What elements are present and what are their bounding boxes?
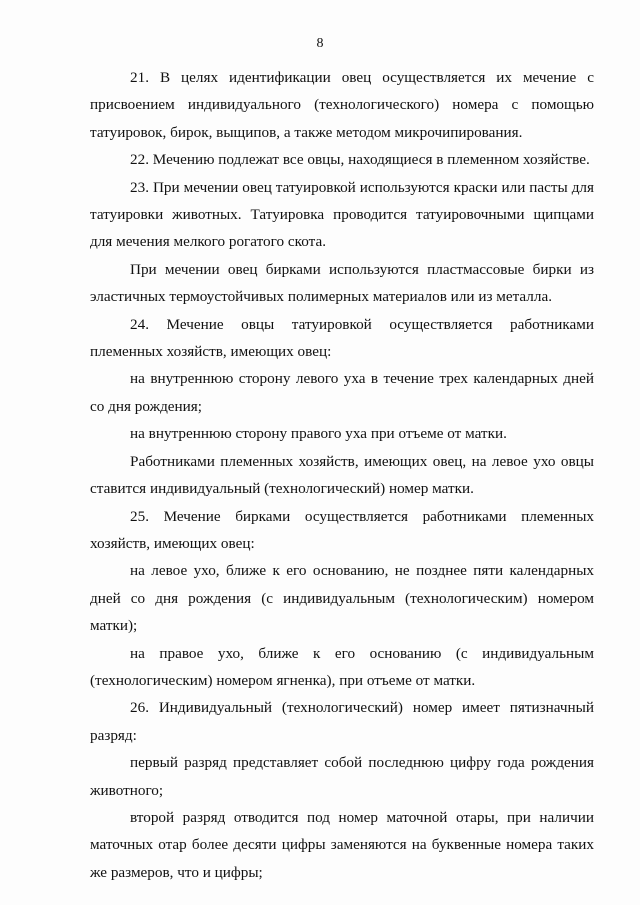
paragraph-24-mother-number: Работниками племенных хозяйств, имеющих овец, на левое ухо овцы ставится индивидуальный (технологический) номер матки. bbox=[90, 452, 594, 498]
page-number: 8 bbox=[316, 36, 324, 51]
paragraph-26-first-digit: первый разряд представляет собой последнюю цифру года рождения животного; bbox=[90, 754, 594, 799]
paragraph-24: 24. Мечение овцы татуировкой осуществляется работниками племенных хозяйств, имеющих овец: bbox=[90, 315, 594, 361]
paragraph-21: 21. В целях идентификации овец осуществляется их мечение с присвоением индивидуального (технологического) номера с помощью татуировок, бирок, выщипов, а также методом микрочипирования. bbox=[90, 69, 594, 141]
paragraph-26-second-digit: второй разряд отводится под номер маточной отары, при наличии маточных отар более десяти цифры заменяются на буквенные номера таких же размеров, что и цифры; bbox=[90, 808, 594, 881]
paragraph-24-right-ear: на внутреннюю сторону правого уха при отъеме от матки. bbox=[130, 425, 507, 443]
paragraph-23-tags: При мечении овец бирками используются пластмассовые бирки из эластичных термоустойчивых полимерных материалов или из металла. bbox=[90, 260, 594, 306]
paragraph-23: 23. При мечении овец татуировкой используются краски или пасты для татуировки животных. Татуировка проводится татуировочными щипцами для мечения мелкого рогатого скота. bbox=[90, 178, 594, 251]
paragraph-26: 26. Индивидуальный (технологический) номер имеет пятизначный разряд: bbox=[90, 699, 594, 744]
paragraph-22: 22. Мечению подлежат все овцы, находящиеся в племенном хозяйстве. bbox=[130, 151, 590, 169]
document-body bbox=[90, 64, 594, 886]
paragraph-24-left-ear: на внутреннюю сторону левого уха в течение трех календарных дней со дня рождения; bbox=[90, 370, 594, 415]
paragraph-25-right-ear: на правое ухо, ближе к его основанию (с индивидуальным (технологическим) номером ягненка), при отъеме от матки. bbox=[90, 644, 594, 689]
paragraph-25: 25. Мечение бирками осуществляется работниками племенных хозяйств, имеющих овец: bbox=[90, 507, 594, 552]
paragraph-25-left-ear: на левое ухо, ближе к его основанию, не позднее пяти календарных дней со дня рождения (с индивидуальным (технологическим) номером матки); bbox=[90, 562, 594, 635]
